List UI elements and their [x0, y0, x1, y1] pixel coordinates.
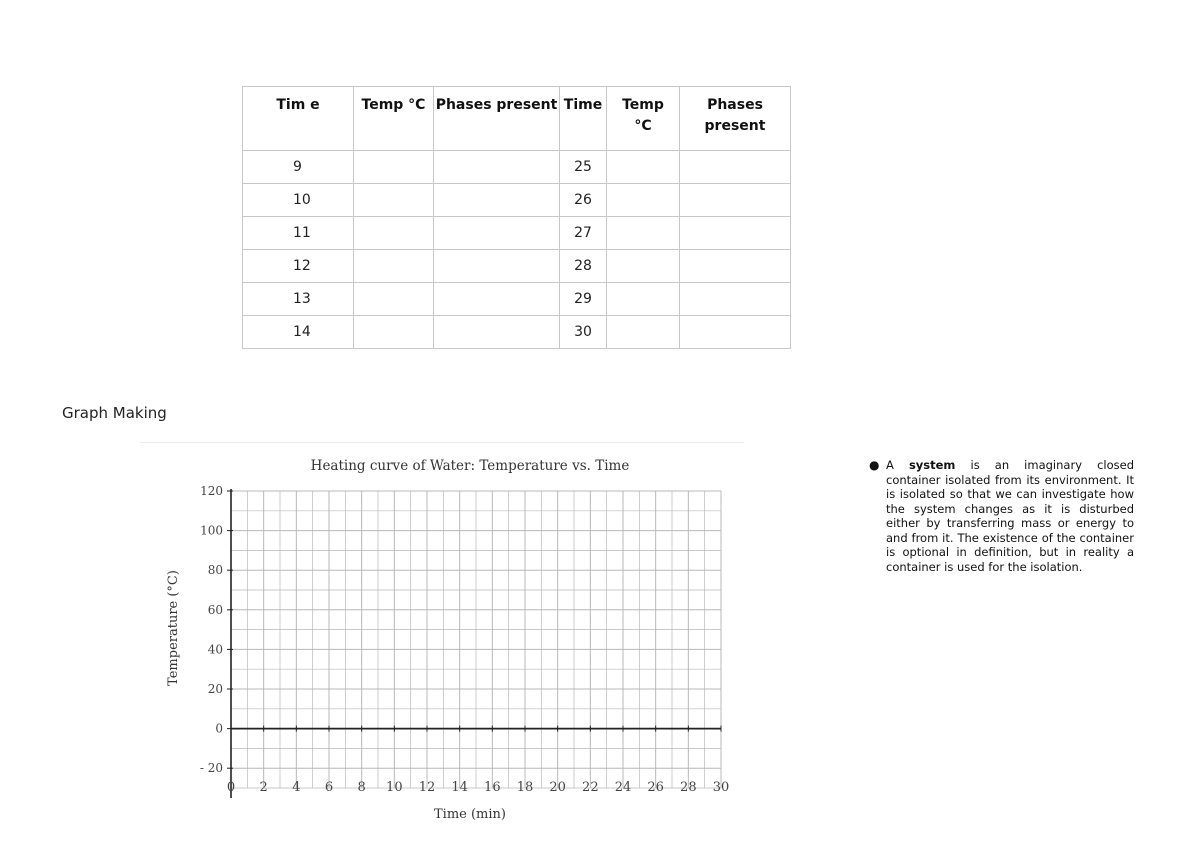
x-tick-label: 6 [324, 780, 334, 795]
y-tick-label: 120 [200, 484, 223, 498]
chart-title: Heating curve of Water: Temperature vs. Time [310, 458, 630, 474]
heating-curve-chart [150, 448, 740, 838]
table-cell [607, 283, 680, 316]
table-cell: 25 [560, 151, 607, 184]
note-bold-term: system [908, 458, 956, 472]
table-cell [680, 151, 791, 184]
table-cell [434, 283, 560, 316]
x-tick-label: 24 [614, 780, 632, 795]
table-cell [607, 151, 680, 184]
x-tick-label: 14 [451, 780, 468, 795]
x-tick-label: 20 [549, 780, 566, 795]
divider [140, 442, 744, 443]
x-tick-label: 12 [418, 780, 436, 795]
table-cell [607, 316, 680, 349]
table-cell [434, 316, 560, 349]
table-cell [680, 250, 791, 283]
y-tick-label: 40 [207, 642, 223, 657]
table-cell [434, 217, 560, 250]
table-cell: 11 [243, 217, 354, 250]
table-row [243, 283, 791, 316]
table-cell [354, 217, 434, 250]
table-row [243, 217, 791, 250]
table-cell: 30 [560, 316, 607, 349]
table-cell [680, 283, 791, 316]
table-row [243, 184, 791, 217]
note-paragraph [870, 458, 1134, 574]
table-cell [354, 250, 434, 283]
header-time-2: Time [560, 87, 607, 151]
header-temp: Temp °C [354, 87, 434, 151]
y-tick-label: 80 [207, 563, 223, 578]
y-tick-label: 0 [215, 721, 223, 736]
x-tick-label: 28 [680, 780, 697, 795]
table-cell [680, 184, 791, 217]
x-tick-label: 8 [357, 780, 366, 795]
table-cell [434, 184, 560, 217]
table-cell: 12 [243, 250, 354, 283]
x-tick-label: 26 [647, 780, 664, 795]
table-cell: 28 [560, 250, 607, 283]
bullet-icon: ● [869, 458, 880, 472]
data-table [242, 86, 791, 349]
table-cell [607, 184, 680, 217]
header-temp-2: Temp °C [607, 87, 680, 151]
table-row [243, 151, 791, 184]
y-axis-label: Temperature (°C) [166, 570, 181, 686]
x-axis-label: Time (min) [434, 807, 506, 822]
table-cell [607, 217, 680, 250]
x-tick-label: 18 [516, 780, 534, 795]
x-tick-label: 30 [712, 780, 730, 795]
note-prefix: A [886, 458, 909, 472]
note-text: is an imaginary closed container isolated from its environment. It is isolated so that we can investigate how the system changes as it is disturbed either by transferring mass or energy to and from it. The existence of the container is optional in definition, but in reality a container is used for the isolation. [886, 458, 1134, 574]
x-tick-label: 10 [386, 780, 403, 795]
y-tick-label: - 20 [199, 761, 223, 776]
table-cell [680, 217, 791, 250]
table-cell [434, 151, 560, 184]
table-cell: 9 [243, 151, 354, 184]
section-title: Graph Making [62, 404, 167, 422]
table-cell [354, 316, 434, 349]
x-tick-label: 0 [226, 780, 236, 795]
header-time: Tim e [243, 87, 354, 151]
table-cell: 27 [560, 217, 607, 250]
table-cell: 29 [560, 283, 607, 316]
table-cell: 14 [243, 316, 354, 349]
y-tick-label: 60 [207, 602, 223, 617]
table-cell [354, 184, 434, 217]
table-header-row [243, 87, 791, 151]
table-cell [354, 151, 434, 184]
table-row [243, 250, 791, 283]
table-cell: 13 [243, 283, 354, 316]
table-cell [607, 250, 680, 283]
table-cell: 26 [560, 184, 607, 217]
x-tick-label: 4 [292, 780, 301, 795]
x-tick-label: 2 [259, 780, 268, 795]
header-phases: Phases present [434, 87, 560, 151]
y-tick-label: 20 [207, 682, 223, 696]
table-cell [680, 316, 791, 349]
table-row [243, 316, 791, 349]
header-phases-2: Phases present [680, 87, 791, 151]
table-cell: 10 [243, 184, 354, 217]
system-definition-note [870, 458, 1134, 574]
y-tick-label: 100 [200, 523, 223, 538]
x-tick-label: 22 [582, 780, 599, 795]
table-cell [434, 250, 560, 283]
table-cell [354, 283, 434, 316]
x-tick-label: 16 [484, 780, 501, 795]
